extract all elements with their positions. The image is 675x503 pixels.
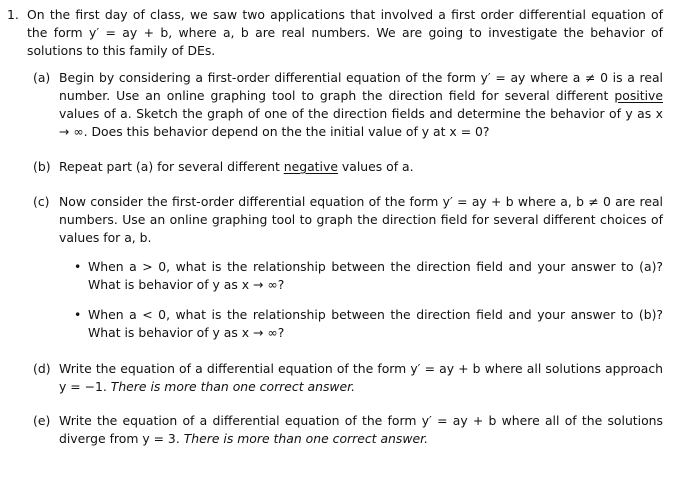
part-c-bullet-1: [74, 258, 663, 294]
bullet-text: When a < 0, what is the relationship between the direction field and your answer to (b)? What is behavior of y as x → ∞?: [88, 307, 663, 340]
problem-intro: On the first day of class, we saw two applications that involved a first order differential equation of the form y′ = ay + b, where a, b are real numbers. We are going to investigate the behavior of solutions to this family of DEs.: [27, 7, 663, 58]
part-e-note: There is more than one correct answer.: [183, 431, 429, 446]
part-a-text-2: values of a. Sketch the graph of one of the direction fields and determine the behavior of y as x → ∞. Does this behavior depend on the the initial value of y at x = 0?: [59, 106, 663, 139]
part-d-text-main: Write the equation of a differential equation of the form y′ = ay + b where all solutions approach y = −1.: [59, 361, 663, 394]
part-b-text-2: values of a.: [337, 159, 414, 174]
part-a-text: [59, 69, 663, 141]
part-c: [33, 193, 663, 247]
part-d-text: [59, 360, 663, 396]
part-d-note: There is more than one correct answer.: [110, 379, 356, 394]
part-a-underlined-word: positive: [614, 88, 663, 103]
part-a-label: (a): [33, 70, 51, 85]
part-b-text-1: Repeat part (a) for several different: [59, 159, 284, 174]
part-a-text-1: Begin by considering a first-order differential equation of the form y′ = ay where a ≠ 0 is a real number. Use an online graphing tool to graph the direction field for several different: [59, 70, 663, 103]
part-c-label: (c): [33, 194, 50, 209]
part-b-label: (b): [33, 159, 51, 174]
part-b-underlined-word: negative: [283, 159, 338, 174]
part-e-text-main: Write the equation of a differential equation of the form y′ = ay + b where all of the solutions diverge from y = 3.: [59, 413, 663, 446]
problem-1: [7, 6, 663, 60]
bullet-dot: •: [74, 259, 82, 274]
bullet-text: When a > 0, what is the relationship between the direction field and your answer to (a)? What is behavior of y as x → ∞?: [88, 259, 663, 292]
part-c-bullet-2: [74, 306, 663, 342]
part-d-label: (d): [33, 361, 51, 376]
bullet-dot: •: [74, 307, 82, 322]
problem-number: 1.: [7, 7, 19, 22]
part-e-label: (e): [33, 413, 51, 428]
part-c-text: Now consider the first-order differential equation of the form y′ = ay + b where a, b ≠ 0 are real numbers. Use an online graphing tool to graph the direction field for several different choices of values for a, b.: [59, 194, 663, 245]
part-e: [33, 412, 663, 448]
part-e-text: [59, 412, 663, 448]
part-b: [33, 158, 663, 176]
part-a: [33, 69, 663, 141]
part-d: [33, 360, 663, 396]
part-b-text: [59, 158, 663, 176]
